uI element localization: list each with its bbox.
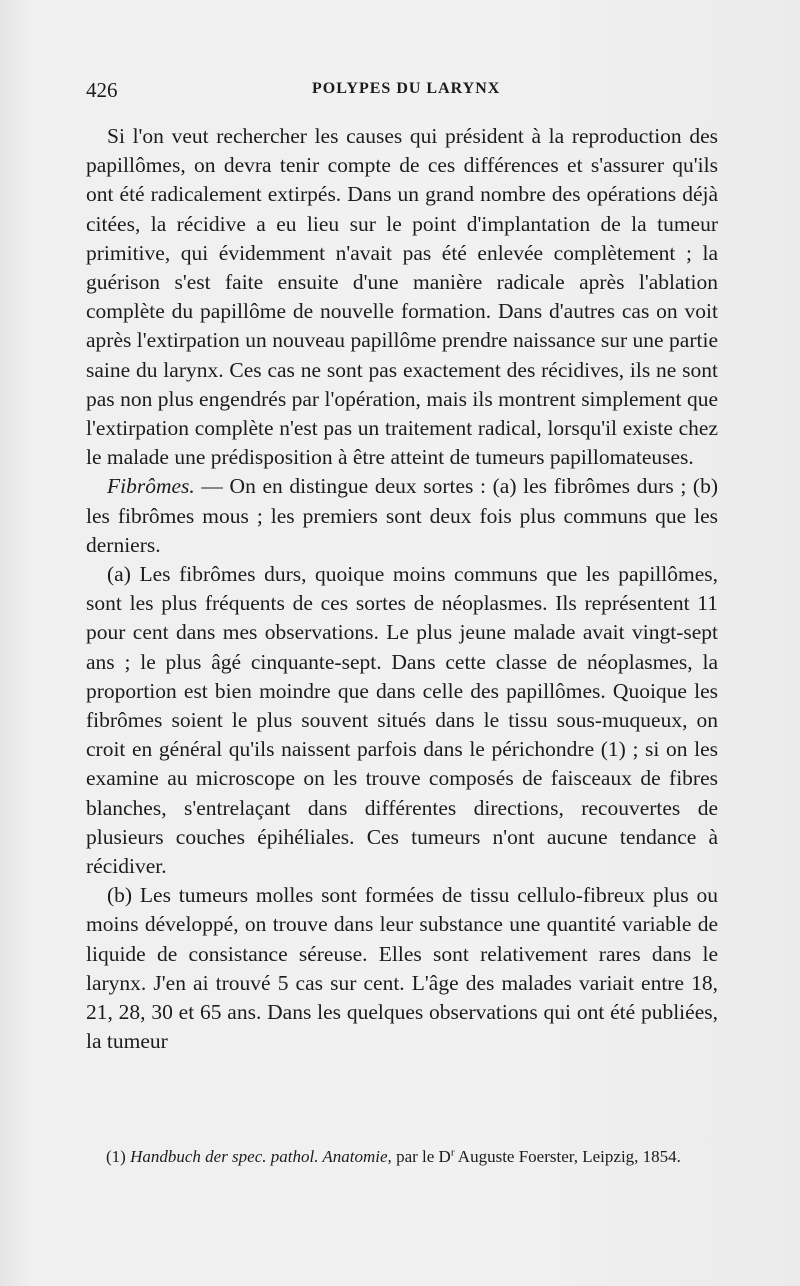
fibromes-durs-text: Les fibrômes durs, quoique moins communs que les papillômes, sont les plus fréquents de ces sortes de néoplasmes. Ils représentent 11 pour cent dans mes observations. Le plus jeune malade avait vingt-sept ans ; le plus âgé cinquante-sept. Dans cette classe de néoplasmes, la proportion est bien moindre que dans celle des papillômes. Quoique les fibrômes soient le plus souvent situés dans le tissu sous-muqueux, on croit en général qu'ils naissent parfois dans le périchondre (1) ; si on les examine au microscope on les trouve composés de faisceaux de fibres blanches, s'entrelaçant dans différentes directions, recouvertes de plusieurs couches épihéliales. Ces tumeurs n'ont aucune tendance à récidiver. [86,562,718,879]
footnote-marker: (1) [106,1147,126,1166]
fibromes-heading: Fibrômes. [107,474,195,499]
body-text [86,122,718,1057]
footnote-author: Auguste Foerster, Leipzig, 1854. [454,1147,681,1166]
page-number: 426 [86,78,118,102]
paragraph-1: Si l'on veut rechercher les causes qui président à la reproduction des papillômes, on devra tenir compte de ces différences et s'assurer qu'ils ont été radicalement extirpés. Dans un grand nombre des opérations déjà citées, la récidive a eu lieu sur le point d'implantation de la tumeur primitive, qui évidemment n'avait pas été enlevée complètement ; la guérison s'est faite ensuite d'une manière radicale après l'ablation complète du papillôme de nouvelle formation. Dans d'autres cas on voit après l'extirpation un nouveau papillôme prendre naissance sur une partie saine du larynx. Ces cas ne sont pas exactement des récidives, ils ne sont pas non plus engendrés par l'opération, mais ils montrent simplement que l'extirpation complète n'est pas un traitement radical, lorsqu'il existe chez le malade une prédisposition à être atteint de tumeurs papillomateuses. [86,124,718,470]
paragraph-tumeurs-molles [86,881,718,1056]
footnote-superscript: r [450,1146,455,1159]
footnote-author-prefix: par le D [391,1147,451,1166]
tumeurs-molles-text: Les tumeurs molles sont formées de tissu cellulo-fibreux plus ou moins développé, on trouve dans leur substance une quantité variable de liquide de consistance séreuse. Elles sont relativement rares dans le larynx. J'en ai trouvé 5 cas sur cent. L'âge des malades variait entre 18, 21, 28, 30 et 65 ans. Dans les quelques observations qui ont été publiées, la tumeur [86,883,718,1054]
fibromes-intro: — On en distingue deux sortes : (a) les fibrômes durs ; (b) les fibrômes mous ; les premiers sont deux fois plus communs que les derniers. [86,474,718,557]
footnote-text [86,1145,718,1169]
footnote [86,1145,718,1169]
paragraph-fibromes [86,472,718,560]
page-header [86,78,726,106]
footnote-title: Handbuch der spec. pathol. Anatomie, [130,1147,392,1166]
paragraph-fibromes-durs [86,560,718,881]
marker-b: (b) [107,883,133,908]
running-title: POLYPES DU LARYNX [312,80,501,97]
marker-a: (a) [107,562,131,587]
